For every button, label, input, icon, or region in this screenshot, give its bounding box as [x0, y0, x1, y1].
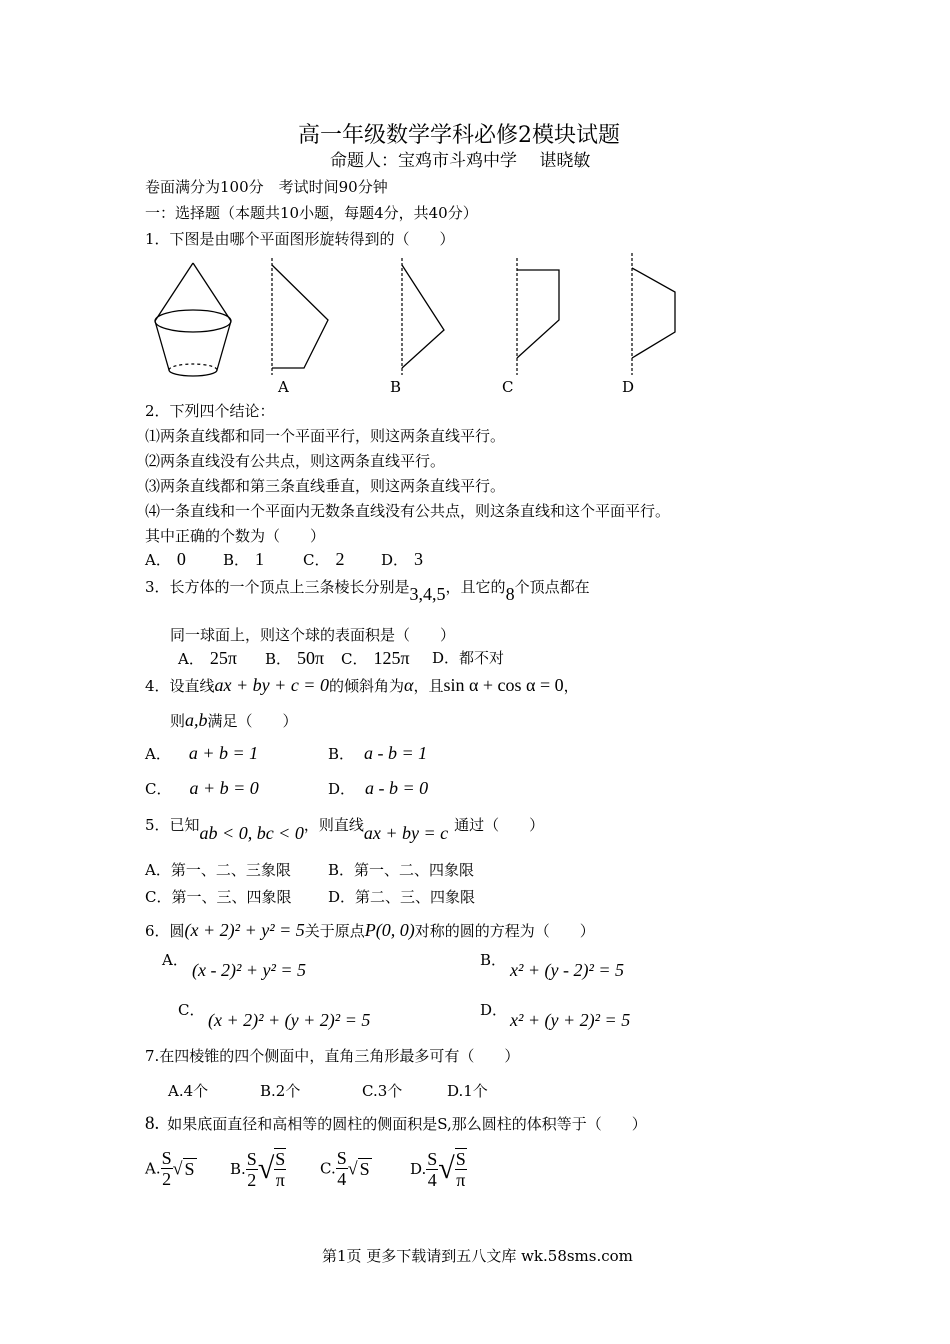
q1-label-b: B	[390, 378, 402, 396]
q1-option-b-shape	[392, 255, 462, 380]
page-footer: 第1页 更多下载请到五八文库 wk.58sms.com	[322, 1247, 633, 1265]
q6-option-b-value: x² + (y - 2)² = 5	[510, 960, 625, 980]
q7-option-d: D.1个	[447, 1082, 488, 1100]
q6-option-d-label: D．	[480, 1001, 508, 1019]
q3-option-a: A． 25π	[178, 648, 237, 668]
q6-stem: 6．圆(x + 2)² + y² = 5关于原点P(0, 0)对称的圆的方程为（ ）	[145, 920, 595, 940]
q6-option-b-label: B．	[480, 951, 507, 969]
q2-option-a: A． 0	[145, 549, 186, 569]
q1-figure-solid	[150, 258, 240, 383]
q5-stem: 5．已知ab < 0, bc < 0，则直线ax + by = c 通过（ ）	[145, 816, 545, 843]
q7-option-a: A.4个	[168, 1082, 209, 1100]
q5-option-a: A．第一、二、三象限	[145, 861, 291, 879]
q3-stem: 3．长方体的一个顶点上三条棱长分别是3,4,5，且它的8个顶点都在	[145, 578, 590, 604]
q4-option-d: D． a - b = 0	[328, 778, 429, 798]
q2-item-3: ⑶两条直线都和第三条直线垂直，则这两条直线平行。	[145, 477, 506, 495]
q1-option-d-shape	[622, 250, 692, 380]
q3-line2: 同一球面上，则这个球的表面积是（ ）	[170, 626, 456, 644]
q3-option-c: C． 125π	[341, 648, 410, 668]
q1-label-a: A	[278, 378, 289, 396]
q6-option-a-label: A．	[162, 951, 188, 969]
q7-option-b: B.2个	[260, 1082, 301, 1100]
q8-option-c: C. $\frac{S}{4}$ √ S	[320, 1148, 370, 1189]
q8-option-b: B. $\frac{S}{2}$ √ $\frac{S}{\pi}$	[230, 1148, 286, 1190]
exam-meta: 卷面满分为100分 考试时间90分钟	[145, 178, 388, 196]
q5-option-b: B．第一、二、四象限	[328, 861, 475, 879]
q6-option-d-value: x² + (y + 2)² = 5	[510, 1010, 631, 1030]
q1-option-c-shape	[507, 255, 577, 380]
q4-option-b: B． a - b = 1	[328, 743, 428, 763]
q1-option-a-shape	[262, 255, 342, 380]
q6-option-a-value: (x - 2)² + y² = 5	[192, 960, 307, 980]
q4-stem: 4．设直线ax + by + c = 0的倾斜角为α，且sin α + cos α = 0，	[145, 675, 579, 695]
q8-option-d: D. $\frac{S}{4}$ √ $\frac{S}{\pi}$	[410, 1148, 466, 1190]
q5-option-d: D．第二、三、四象限	[328, 888, 476, 906]
q4-option-c: C． a + b = 0	[145, 778, 259, 798]
page-title: 高一年级数学学科必修2模块试题	[298, 123, 620, 148]
q2-item-2: ⑵两条直线没有公共点，则这两条直线平行。	[145, 452, 446, 470]
q5-option-c: C．第一、三、四象限	[145, 888, 292, 906]
author-line: 命题人：宝鸡市斗鸡中学 谌晓敏	[330, 151, 591, 171]
q2-option-c: C． 2	[303, 549, 345, 569]
q2-option-d: D． 3	[381, 549, 424, 569]
q1-label-d: D	[622, 378, 635, 396]
q6-option-c-value: (x + 2)² + (y + 2)² = 5	[208, 1010, 371, 1030]
q2-ask: 其中正确的个数为（ ）	[145, 527, 326, 545]
q3-option-b: B． 50π	[265, 648, 325, 668]
q2-item-1: ⑴两条直线都和同一个平面平行，则这两条直线平行。	[145, 427, 506, 445]
q2-stem: 2．下列四个结论：	[145, 402, 275, 420]
q2-option-b: B． 1	[223, 549, 265, 569]
q3-option-d: D．都不对	[432, 649, 505, 667]
section-heading: 一：选择题（本题共10小题，每题4分，共40分）	[145, 204, 478, 222]
q8-option-a: A. $\frac{S}{2}$ √ S	[145, 1148, 195, 1189]
q6-option-c-label: C．	[178, 1001, 205, 1019]
q1-label-c: C	[502, 378, 514, 396]
q8-stem: 8. 如果底面直径和高相等的圆柱的侧面积是S,那么圆柱的体积等于（ ）	[145, 1113, 647, 1134]
q7-option-c: C.3个	[362, 1082, 403, 1100]
q1-stem: 1．下图是由哪个平面图形旋转得到的（ ）	[145, 230, 455, 248]
q2-item-4: ⑷一条直线和一个平面内无数条直线没有公共点，则这条直线和这个平面平行。	[145, 502, 671, 520]
q7-stem: 7.在四棱锥的四个侧面中，直角三角形最多可有（ ）	[145, 1047, 520, 1065]
q4-line2: 则a,b满足（ ）	[170, 710, 298, 730]
q4-option-a: A． a + b = 1	[145, 743, 259, 763]
